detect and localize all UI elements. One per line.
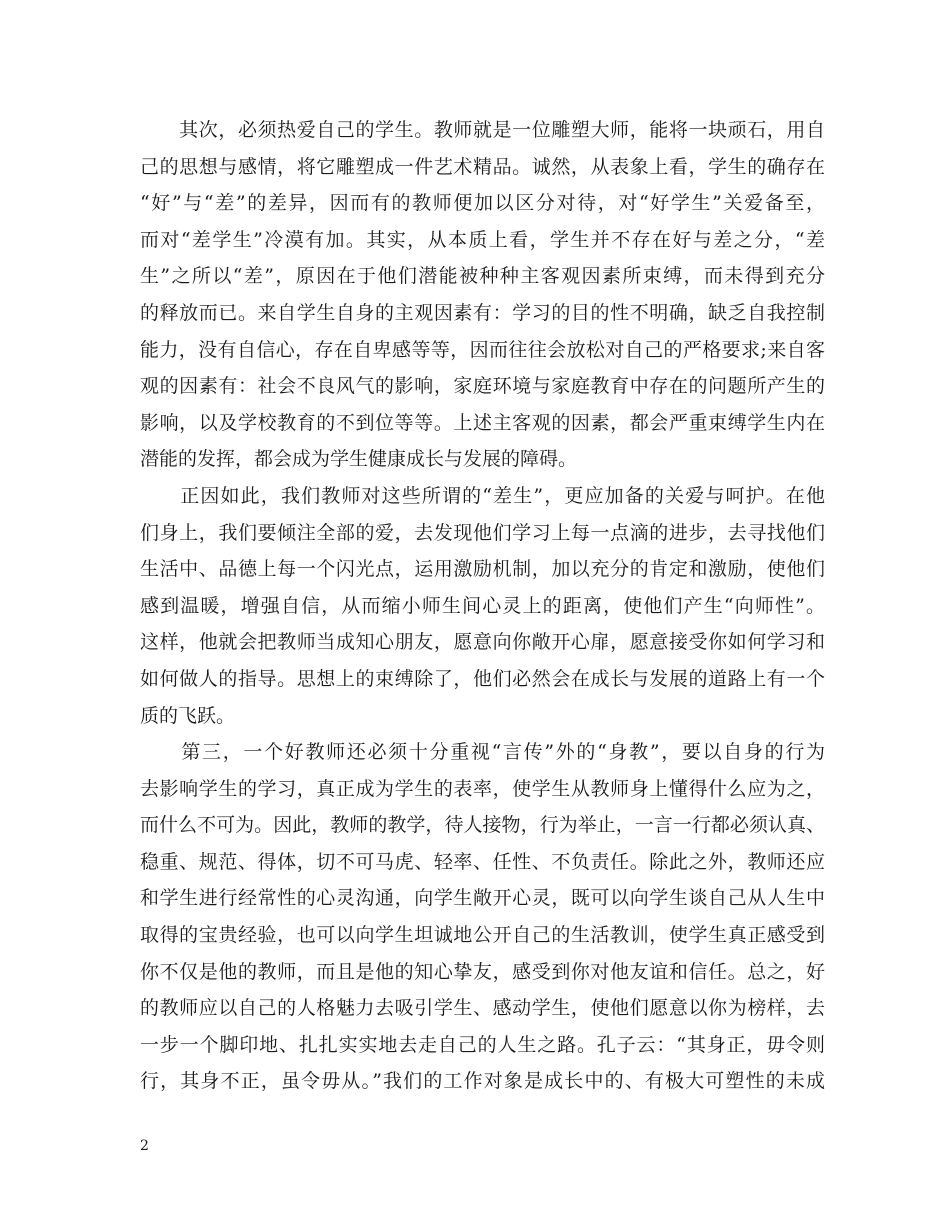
text-line: 生”之所以“差”，原因在于他们潜能被种种主客观因素所束缚，而未得到充分 — [140, 265, 825, 288]
page-number: 2 — [140, 1138, 149, 1154]
text-line: 如何做人的指导。思想上的束缚除了，他们必然会在成长与发展的道路上有一个 — [140, 667, 825, 690]
text-line: 而什么不可为。因此，教师的教学，待人接物，行为举止，一言一行都必须认真、 — [140, 814, 825, 837]
text-line: 这样，他就会把教师当成知心朋友，愿意向你敞开心扉，愿意接受你如何学习和 — [140, 631, 825, 654]
text-line: 感到温暖，增强自信，从而缩小师生间心灵上的距离，使他们产生“向师性”。 — [140, 594, 825, 617]
text-line: 影响，以及学校教育的不到位等等。上述主客观的因素，都会严重束缚学生内在 — [140, 411, 825, 434]
text-line: 的教师应以自己的人格魅力去吸引学生、感动学生，使他们愿意以你为榜样，去 — [140, 997, 825, 1020]
text-line: 观的因素有：社会不良风气的影响，家庭环境与家庭教育中存在的问题所产生的 — [140, 375, 825, 398]
text-line: 你不仅是他的教师，而且是他的知心挚友，感受到你对他友谊和信任。总之，好 — [140, 960, 825, 983]
text-line: 去影响学生的学习，真正成为学生的表率，使学生从教师身上懂得什么应为之， — [140, 777, 825, 800]
text-line: 和学生进行经常性的心灵沟通，向学生敞开心灵，既可以向学生谈自己从人生中 — [140, 887, 825, 910]
text-line: 己的思想与感情，将它雕塑成一件艺术精品。诚然，从表象上看，学生的确存在 — [140, 155, 825, 178]
text-line: 第三，一个好教师还必须十分重视“言传”外的“身教”，要以自身的行为 — [140, 741, 825, 764]
text-line: 行，其身不正，虽令毋从。”我们的工作对象是成长中的、有极大可塑性的未成 — [140, 1070, 825, 1093]
text-line: 们身上，我们要倾注全部的爱，去发现他们学习上每一点滴的进步，去寻找他们 — [140, 521, 825, 544]
text-line: 质的飞跃。 — [140, 704, 236, 727]
text-line: 的释放而已。来自学生自身的主观因素有：学习的目的性不明确，缺乏自我控制 — [140, 301, 825, 324]
text-line: “好”与“差”的差异，因而有的教师便加以区分对待，对“好学生”关爱备至， — [140, 192, 825, 215]
text-line: 潜能的发挥，都会成为学生健康成长与发展的障碍。 — [140, 448, 578, 471]
text-line: 能力，没有自信心，存在自卑感等等，因而往往会放松对自己的严格要求;来自客 — [140, 338, 825, 361]
text-line: 其次，必须热爱自己的学生。教师就是一位雕塑大师，能将一块顽石，用自 — [140, 119, 825, 141]
text-line: 一步一个脚印地、扎扎实实地去走自己的人生之路。孔子云：“其身正，毋令则 — [140, 1033, 825, 1056]
body-text — [140, 112, 825, 1100]
text-line: 取得的宝贵经验，也可以向学生坦诚地公开自己的生活教训，使学生真正感受到 — [140, 924, 825, 947]
text-line: 而对“差学生”冷漠有加。其实，从本质上看，学生并不存在好与差之分，“差 — [140, 228, 825, 251]
text-line: 正因如此，我们教师对这些所谓的“差生”，更应加备的关爱与呵护。在他 — [140, 484, 825, 507]
text-line: 生活中、品德上每一个闪光点，运用激励机制，加以充分的肯定和激励，使他们 — [140, 558, 825, 581]
text-line: 稳重、规范、得体，切不可马虎、轻率、任性、不负责任。除此之外，教师还应 — [140, 850, 825, 873]
